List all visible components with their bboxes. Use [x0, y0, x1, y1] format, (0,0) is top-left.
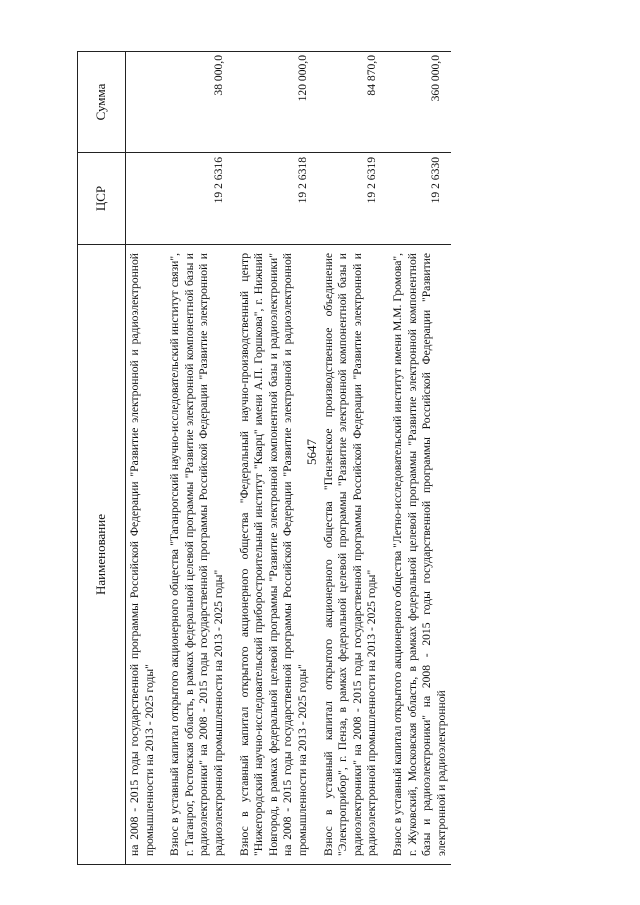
budget-table	[77, 51, 451, 865]
row-code: 19 2 6330	[388, 153, 451, 245]
row-name: на 2008 - 2015 годы государственной программы Российской Федерации "Развитие электронной и радиоэлектронной промышленности на 2013 - 2025 годы"	[126, 245, 166, 865]
row-code: 19 2 6318	[235, 153, 319, 245]
row-amount: 38 000,0	[165, 52, 234, 153]
page-number-text: 5647	[304, 439, 319, 465]
row-code: 19 2 6319	[319, 153, 388, 245]
row-amount: 360 000,0	[388, 52, 451, 153]
row-amount: 84 870,0	[319, 52, 388, 153]
header-amount: Сумма	[77, 52, 126, 153]
table-header	[77, 52, 126, 865]
table-row	[388, 52, 451, 865]
table-row	[235, 52, 319, 865]
row-code	[126, 153, 166, 245]
table-row	[319, 52, 388, 865]
header-code: ЦСР	[77, 153, 126, 245]
header-name: Наименование	[77, 245, 126, 865]
row-name: Взнос в уставный капитал открытого акционерного общества "Федеральный научно-производственный центр "Нижегородский научно-исследовательский приборостроительный институт "Кварц" имени А.П. Горшкова", г. Нижний Новгород, в рамках федеральной целевой программы "Развитие электронной компонентной базы и радиоэлектроники" на 2008 - 2015 годы государственной программы Российской Федерации "Развитие электронной и радиоэлектронной промышленности на 2013 - 2025 годы"	[235, 245, 319, 865]
row-amount	[126, 52, 166, 153]
row-amount: 120 000,0	[235, 52, 319, 153]
rotated-table-sheet	[75, 50, 595, 875]
row-name: Взнос в уставный капитал открытого акционерного общества "Таганрогский научно-исследовательский институт связи", г. Таганрог, Ростовская область, в рамках федеральной целевой программы "Развитие электронной компонентной базы и радиоэлектроники" на 2008 - 2015 годы государственной программы Российской Федерации "Развитие электронной и радиоэлектронной промышленности на 2013 - 2025 годы"	[165, 245, 234, 865]
table-row	[165, 52, 234, 865]
row-code: 19 2 6316	[165, 153, 234, 245]
row-name: Взнос в уставный капитал открытого акционерного общества "Летно-исследовательский институт имени М.М. Громова", г. Жуковский, Московская область, в рамках федеральной целевой программы "Развитие электронной компонентной базы и радиоэлектроники" на 2008 - 2015 годы государственной программы Российской Федерации "Развитие электронной и радиоэлектронной	[388, 245, 451, 865]
row-name: Взнос в уставный капитал открытого акционерного общества "Пензенское производственное объединение "Электроприбор", г. Пенза, в рамках федеральной целевой программы "Развитие электронной компонентной базы и радиоэлектроники" на 2008 - 2015 годы государственной программы Российской Федерации "Развитие электронной и радиоэлектронной промышленности на 2013 - 2025 годы"	[319, 245, 388, 865]
table-row	[126, 52, 166, 865]
